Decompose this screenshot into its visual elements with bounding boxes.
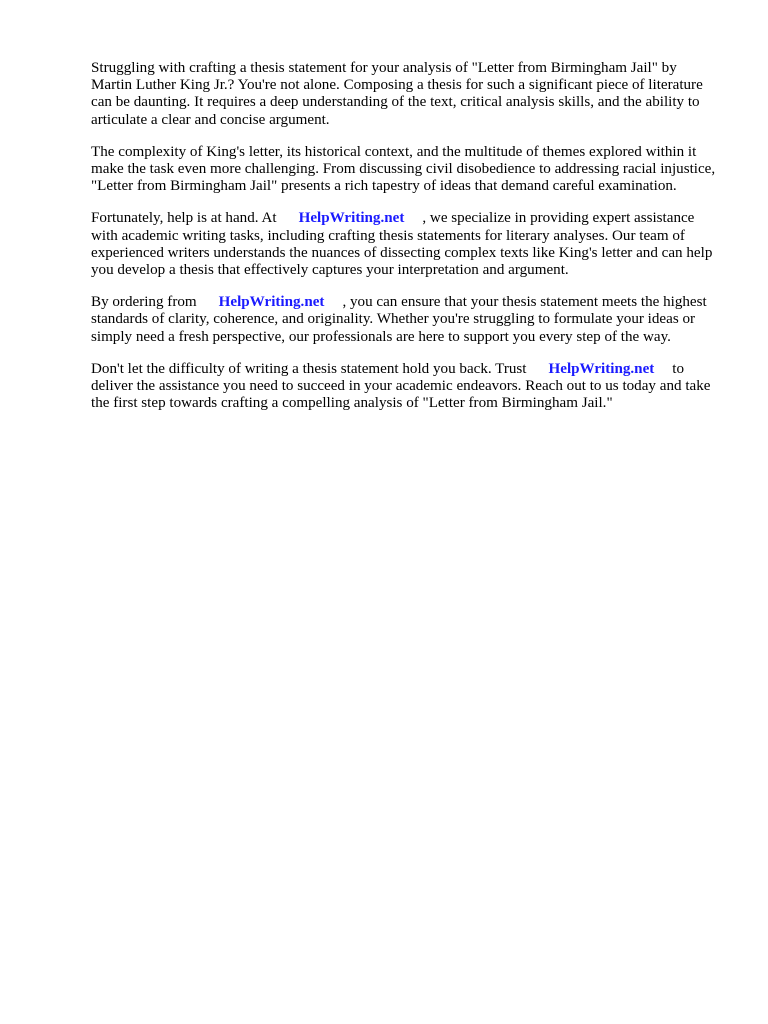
helpwriting-link[interactable]: HelpWriting.net — [218, 294, 325, 311]
paragraph-help — [91, 210, 719, 279]
document-page — [91, 60, 719, 427]
paragraph-help-lead: Fortunately, help is at hand. At — [91, 210, 277, 227]
paragraph-complexity: The complexity of King's letter, its historical context, and the multitude of themes explored within it make the task even more challenging. From discussing civil disobedience to addressing racial injustice, "Letter from Birmingham Jail" presents a rich tapestry of ideas that demand careful examination. — [91, 143, 716, 195]
helpwriting-link[interactable]: HelpWriting.net — [548, 360, 655, 377]
paragraph-help-tail: , we specialize in providing expert assistance with academic writing tasks, including crafting thesis statements for literary analyses. Our team of experienced writers understands the nuances of dissecting complex texts like King's letter and can help you develop a thesis that effectively captures your interpretation and argument. — [91, 210, 713, 279]
paragraph-intro: Struggling with crafting a thesis statement for your analysis of "Letter from Birmingham Jail" by Martin Luther King Jr.? You're not alone. Composing a thesis for such a significant piece of literature can be daunting. It requires a deep understanding of the text, critical analysis skills, and the ability to articulate a clear and concise argument. — [91, 60, 703, 128]
helpwriting-link[interactable]: HelpWriting.net — [298, 210, 405, 227]
paragraph-ordering — [91, 294, 719, 346]
paragraph-closing-tail: to deliver the assistance you need to succeed in your academic endeavors. Reach out to us today and take the first step towards crafting a compelling analysis of "Letter from Birmingham Jail." — [91, 360, 711, 412]
paragraph-ordering-lead: By ordering from — [91, 294, 197, 311]
paragraph-closing-lead: Don't let the difficulty of writing a thesis statement hold you back. Trust — [91, 360, 527, 377]
paragraph-ordering-tail: , you can ensure that your thesis statement meets the highest standards of clarity, coherence, and originality. Whether you're struggling to formulate your ideas or simply need a fresh perspective, our professionals are here to support you every step of the way. — [91, 294, 707, 345]
paragraph-closing — [91, 361, 719, 413]
